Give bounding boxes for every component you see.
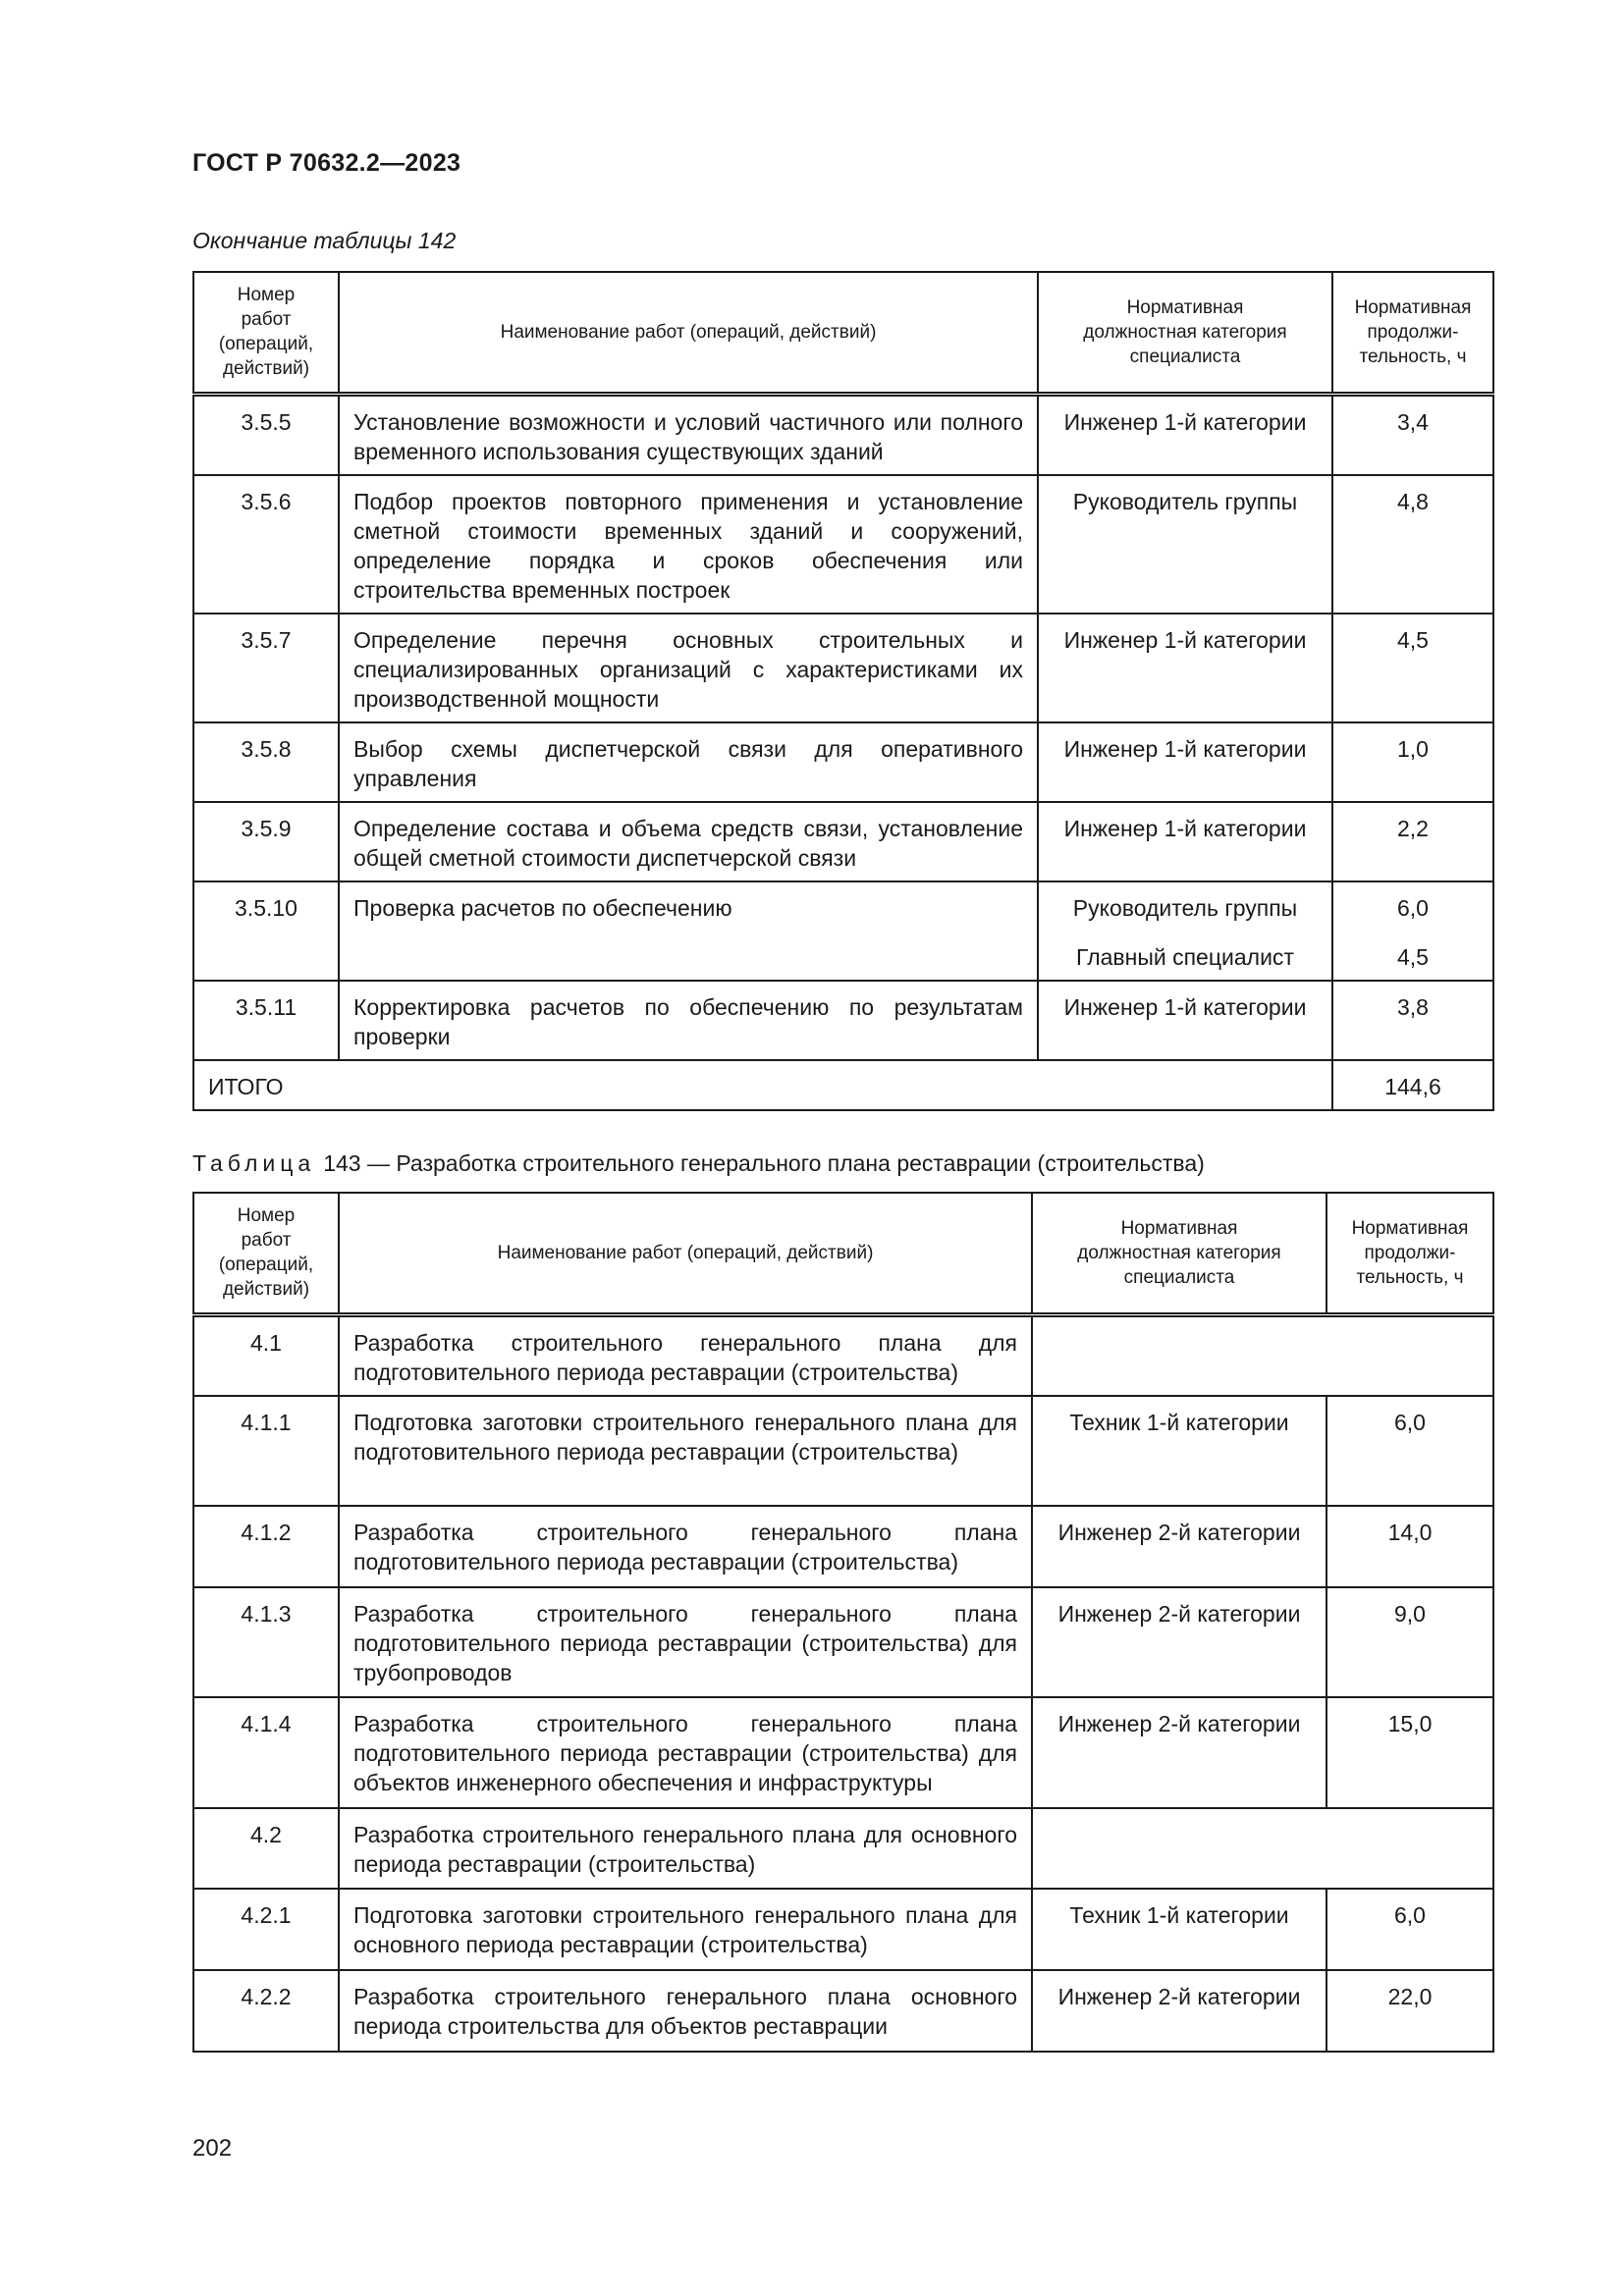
row-specialist-category: Инженер 1-й категории (1038, 614, 1332, 722)
table-caption-prefix: Таблица (192, 1150, 316, 1176)
row-specialist-category: Инженер 2-й категории (1032, 1697, 1326, 1808)
header-line: специалиста (1129, 346, 1241, 367)
table-142 (192, 271, 1494, 1111)
row-number: 4.1.1 (193, 1396, 339, 1506)
row-duration: 22,0 (1326, 1970, 1493, 2052)
header-line: (операций, (218, 1255, 314, 1276)
header-line: Наименование работ (операций, действий) (497, 1242, 874, 1263)
row-duration: 4,8 (1332, 475, 1493, 614)
row-specialist-category: Инженер 2-й категории (1032, 1506, 1326, 1587)
row-empty-span (1032, 1314, 1493, 1396)
row-specialist-category (1038, 881, 1332, 981)
row-work-name: Разработка строительного генерального плана подготовительного периода реставрации (строительства) для трубопроводов (339, 1587, 1032, 1697)
row-work-name: Установление возможности и условий частичного или полного временного использования существующих зданий (339, 394, 1038, 475)
table-row (193, 881, 1493, 981)
row-duration: 2,2 (1332, 802, 1493, 881)
header-line: действий) (222, 358, 310, 380)
table-row (193, 1587, 1493, 1697)
table-142-header-row (193, 272, 1493, 394)
row-specialist-category: Техник 1-й категории (1032, 1889, 1326, 1970)
row-work-name: Разработка строительного генерального плана подготовительного периода реставрации (строительства) (339, 1506, 1032, 1587)
table-row (193, 981, 1493, 1060)
column-header-name (339, 272, 1038, 394)
row-duration: 15,0 (1326, 1697, 1493, 1808)
total-label: ИТОГО (193, 1060, 1332, 1110)
row-duration: 4,5 (1332, 614, 1493, 722)
table-row (193, 722, 1493, 802)
row-specialist-category: Инженер 1-й категории (1038, 981, 1332, 1060)
table-row (193, 1889, 1493, 1970)
row-work-name: Разработка строительного генерального плана для основного периода реставрации (строительства) (339, 1808, 1032, 1889)
row-number: 4.1.3 (193, 1587, 339, 1697)
column-header-name (339, 1193, 1032, 1314)
row-work-name: Определение состава и объема средств связи, установление общей сметной стоимости диспетчерской связи (339, 802, 1038, 881)
row-duration: 9,0 (1326, 1587, 1493, 1697)
table-row (193, 802, 1493, 881)
row-work-name: Разработка строительного генерального плана для подготовительного периода реставрации (строительства) (339, 1314, 1032, 1396)
row-number: 3.5.5 (193, 394, 339, 475)
table-row (193, 1396, 1493, 1506)
header-line: тельность, ч (1356, 1266, 1464, 1288)
row-number: 4.2.1 (193, 1889, 339, 1970)
row-work-name: Разработка строительного генерального плана основного периода строительства для объектов реставрации (339, 1970, 1032, 2052)
row-duration: 3,8 (1332, 981, 1493, 1060)
row-duration: 14,0 (1326, 1506, 1493, 1587)
table-row (193, 614, 1493, 722)
table-caption-title: 143 — Разработка строительного генерального плана реставрации (строительства) (323, 1150, 1205, 1176)
row-number: 3.5.8 (193, 722, 339, 802)
table-row (193, 475, 1493, 614)
header-line: действий) (222, 1279, 310, 1301)
header-line: Наименование работ (операций, действий) (500, 321, 877, 343)
header-line: специалиста (1123, 1266, 1235, 1288)
row-duration: 1,0 (1332, 722, 1493, 802)
table-143-header-row (193, 1193, 1493, 1314)
page-number: 202 (192, 2135, 233, 2162)
total-value: 144,6 (1332, 1060, 1493, 1110)
row-duration-line: 6,0 (1397, 894, 1429, 921)
row-empty-span (1032, 1808, 1493, 1889)
row-work-name: Подбор проектов повторного применения и установление сметной стоимости временных зданий и сооружений, определение порядка и сроков обеспечения или строительства временных построек (339, 475, 1038, 614)
row-specialist-category: Инженер 1-й категории (1038, 802, 1332, 881)
row-number: 3.5.6 (193, 475, 339, 614)
header-line: Нормативная (1126, 296, 1244, 318)
table-142-continuation-caption: Окончание таблицы 142 (192, 228, 457, 253)
row-specialist-category: Инженер 2-й категории (1032, 1970, 1326, 2052)
row-work-name: Подготовка заготовки строительного генерального плана для подготовительного периода реставрации (строительства) (339, 1396, 1032, 1506)
row-number: 4.1.4 (193, 1697, 339, 1808)
row-work-name: Корректировка расчетов по обеспечению по результатам проверки (339, 981, 1038, 1060)
row-work-name: Подготовка заготовки строительного генерального плана для основного периода реставрации (строительства) (339, 1889, 1032, 1970)
row-number: 3.5.7 (193, 614, 339, 722)
row-duration (1332, 881, 1493, 981)
row-number: 3.5.11 (193, 981, 339, 1060)
row-number: 3.5.10 (193, 881, 339, 981)
row-duration: 3,4 (1332, 394, 1493, 475)
header-line: Номер (237, 1205, 296, 1227)
header-line: должностная категория (1083, 321, 1287, 343)
row-work-name: Определение перечня основных строительных и специализированных организаций с характеристиками их производственной мощности (339, 614, 1038, 722)
row-work-name: Проверка расчетов по обеспечению (339, 881, 1038, 981)
table-section-row (193, 1808, 1493, 1889)
document-standard-id: ГОСТ Р 70632.2—2023 (192, 149, 461, 177)
column-header-role (1038, 272, 1332, 394)
column-header-duration (1326, 1193, 1493, 1314)
column-header-duration (1332, 272, 1493, 394)
header-line: Нормативная (1351, 1217, 1469, 1239)
header-line: продолжи- (1367, 321, 1459, 343)
row-work-name: Разработка строительного генерального плана подготовительного периода реставрации (строительства) для объектов инженерного обеспечения и инфраструктуры (339, 1697, 1032, 1808)
row-specialist-category: Инженер 1-й категории (1038, 722, 1332, 802)
row-specialist-category: Инженер 2-й категории (1032, 1587, 1326, 1697)
column-header-number (193, 272, 339, 394)
table-total-row (193, 1060, 1493, 1110)
row-specialist-category: Техник 1-й категории (1032, 1396, 1326, 1506)
header-line: Нормативная (1120, 1217, 1238, 1239)
header-line: тельность, ч (1359, 346, 1467, 367)
header-line: Номер (237, 285, 296, 306)
table-row (193, 1970, 1493, 2052)
column-header-number (193, 1193, 339, 1314)
header-line: работ (241, 309, 292, 331)
row-number: 3.5.9 (193, 802, 339, 881)
table-row (193, 1506, 1493, 1587)
row-specialist-category: Руководитель группы (1038, 475, 1332, 614)
table-section-row (193, 1314, 1493, 1396)
header-line: (операций, (218, 334, 314, 355)
column-header-role (1032, 1193, 1326, 1314)
row-duration: 6,0 (1326, 1396, 1493, 1506)
table-143-caption (192, 1150, 1205, 1177)
header-line: должностная категория (1077, 1242, 1281, 1263)
table-143 (192, 1192, 1494, 2053)
row-duration-line: 4,5 (1397, 943, 1429, 970)
row-number: 4.2.2 (193, 1970, 339, 2052)
row-duration: 6,0 (1326, 1889, 1493, 1970)
row-role-line: Главный специалист (1076, 943, 1294, 970)
row-number: 4.2 (193, 1808, 339, 1889)
row-role-line: Руководитель группы (1072, 894, 1298, 921)
row-number: 4.1 (193, 1314, 339, 1396)
row-work-name: Выбор схемы диспетчерской связи для оперативного управления (339, 722, 1038, 802)
row-specialist-category: Инженер 1-й категории (1038, 394, 1332, 475)
row-number: 4.1.2 (193, 1506, 339, 1587)
header-line: работ (241, 1230, 292, 1252)
table-row (193, 394, 1493, 475)
header-line: продолжи- (1364, 1242, 1456, 1263)
header-line: Нормативная (1354, 296, 1472, 318)
table-row (193, 1697, 1493, 1808)
